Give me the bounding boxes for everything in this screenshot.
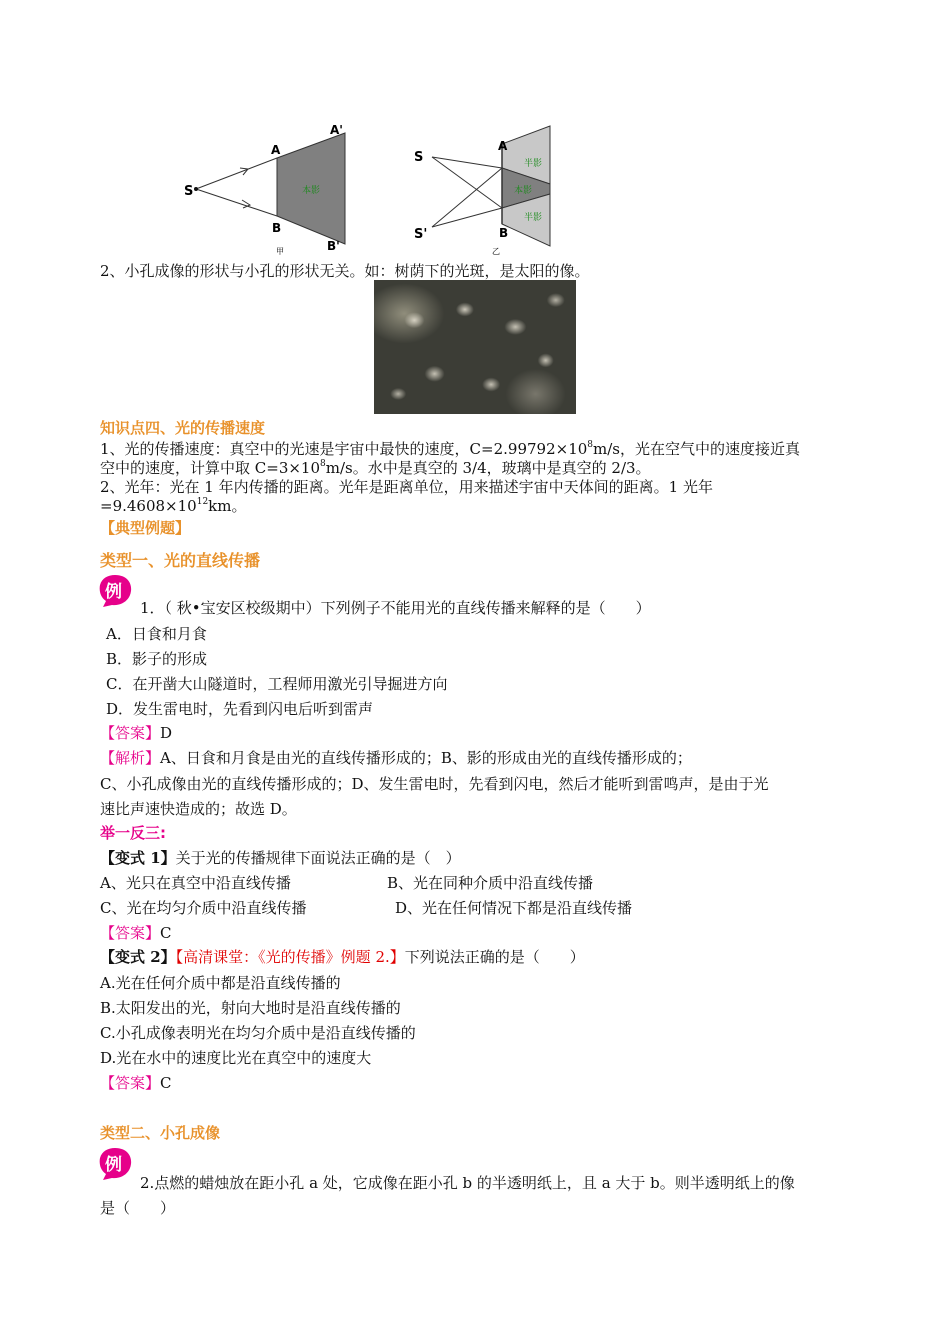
- section4-title: 知识点四、光的传播速度: [100, 419, 266, 437]
- ray-lower: [196, 189, 277, 216]
- label-penumbra-bottom: 半影: [524, 213, 543, 223]
- type2-title: 类型二、小孔成像: [100, 1124, 221, 1142]
- q1-analysis-line-2: C、小孔成像由光的直线传播形成的；D、发生雷电时，先看到闪电，然后才能听到雷鸣声，是由于光: [100, 775, 769, 793]
- q1-analysis-line-1: 【解析】A、日食和月食是由光的直线传播形成的；B、影的形成由光的直线传播形成的；: [100, 749, 692, 767]
- typical-examples-heading: 【典型例题】: [100, 519, 191, 537]
- q1-option-c: C．在开凿大山隧道时，工程师用激光引导掘进方向: [106, 675, 448, 693]
- label-umbra-yi: 本影: [514, 186, 533, 196]
- label-a: A: [271, 143, 281, 157]
- section4-paragraph-2: 2、光年：光在 1 年内传播的距离。光年是距离单位，用来描述宇宙中天体间的距离。1 光年 $=9.4608\times 10^{12}km$。: [100, 478, 713, 515]
- ray-s-b: [432, 157, 502, 208]
- label-a-prime: A': [330, 123, 343, 137]
- v2-option-a: A.光在任何介质中都是沿直线传播的: [100, 974, 341, 992]
- section4-paragraph-1: 1、光的传播速度：真空中的光速是宇宙中最快的速度，$C=2.99792\times 10^8m/s$，光在空气中的速度接近真 空中的速度，计算中取 $C=3\times 10^8m/s$。水中是真空的 3/4，玻璃中是真空的 2/3。: [100, 440, 800, 477]
- q1-option-b: B．影子的形成: [106, 650, 208, 668]
- ray-sprime-a: [432, 168, 502, 227]
- label-umbra: 本影: [302, 186, 321, 196]
- label-s: S: [184, 184, 194, 199]
- label-s-prime: S': [414, 227, 428, 242]
- v1-option-b: B、光在同种介质中沿直线传播: [387, 874, 594, 892]
- light-source-point: [194, 187, 198, 191]
- badge-text: 例: [105, 582, 122, 602]
- badge-text: 例: [105, 1155, 122, 1175]
- label-s-yi: S: [414, 150, 424, 165]
- q1-answer: 【答案】D: [100, 724, 173, 742]
- v2-option-b: B.太阳发出的光，射向大地时是沿直线传播的: [100, 999, 401, 1017]
- v1-option-a: A、光只在真空中沿直线传播: [100, 874, 291, 892]
- label-a-yi: A: [498, 139, 508, 153]
- caption-jia: 甲: [276, 247, 284, 256]
- question-2: 2.点燃的蜡烛放在距小孔 a 处，它成像在距小孔 b 的半透明纸上，且 a 大于 b。则半透明纸上的像 是（ ）: [100, 1174, 795, 1217]
- hd-class-link[interactable]: 【高清课堂：《光的传播》例题 2.】: [175, 948, 405, 966]
- v1-option-c: C、光在均匀介质中沿直线传播: [100, 899, 307, 917]
- v2-option-d: D.光在水中的速度比光在真空中的速度大: [100, 1049, 372, 1067]
- label-b-prime: B': [327, 239, 340, 253]
- variant-1-question: 【变式 1】关于光的传播规律下面说法正确的是（ ）: [100, 849, 461, 867]
- q1-option-a: A．日食和月食: [106, 625, 207, 643]
- variant-2-question: 【变式 2】【高清课堂：《光的传播》例题 2.】下列说法正确的是（ ）: [100, 948, 585, 966]
- example-badge-icon: [97, 573, 133, 607]
- ray-upper: [196, 158, 277, 189]
- v1-answer: 【答案】C: [100, 924, 172, 942]
- label-b: B: [272, 221, 282, 235]
- v1-option-d: D、光在任何情况下都是沿直线传播: [395, 899, 633, 917]
- tree-shade-light-spots-photo: [374, 280, 576, 414]
- q1-option-d: D．发生雷电时，先看到闪电后听到雷声: [106, 700, 374, 718]
- label-b-yi: B: [499, 226, 509, 240]
- v2-option-c: C.小孔成像表明光在均匀介质中是沿直线传播的: [100, 1024, 416, 1042]
- diagram-jia: [180, 120, 355, 256]
- ray-s-a: [432, 157, 502, 168]
- pinhole-note: 2、小孔成像的形状与小孔的形状无关。如：树荫下的光斑，是太阳的像。: [100, 262, 590, 280]
- q1-analysis-line-3: 速比声速快造成的；故选 D。: [100, 800, 297, 818]
- juyi-heading: 举一反三:: [100, 824, 166, 842]
- question-1: 1．（ 秋•宝安区校级期中）下列例子不能用光的直线传播来解释的是（ ）: [140, 599, 651, 617]
- caption-yi: 乙: [492, 247, 500, 256]
- label-penumbra-top: 半影: [524, 159, 543, 169]
- v2-answer: 【答案】C: [100, 1074, 172, 1092]
- diagram-yi: [410, 124, 560, 258]
- type1-title: 类型一、光的直线传播: [100, 551, 261, 570]
